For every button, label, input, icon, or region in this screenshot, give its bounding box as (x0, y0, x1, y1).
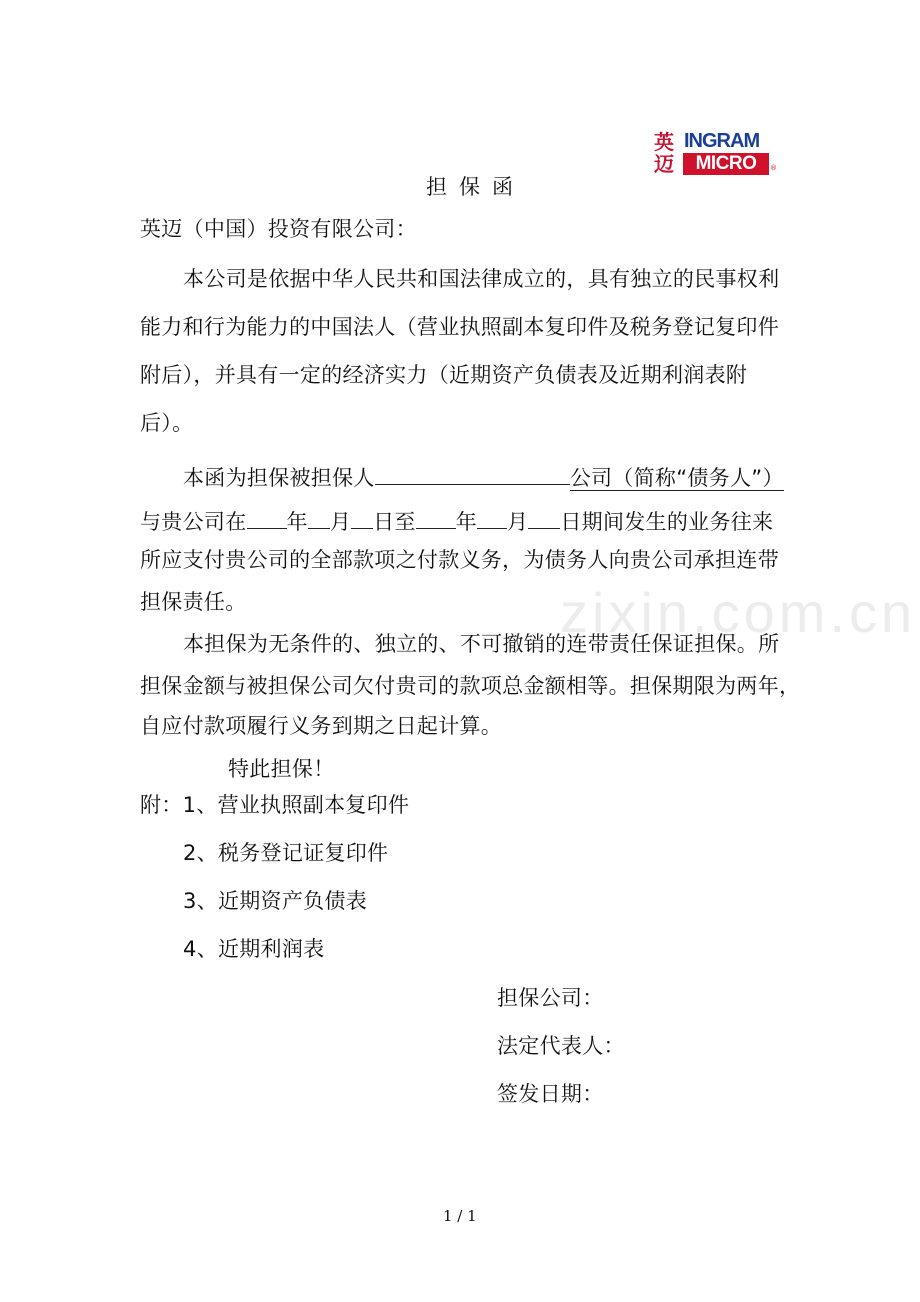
attachments-line1 (140, 793, 409, 817)
closing-statement: 特此担保！ (228, 757, 335, 781)
signature-company-label: 担保公司： (497, 986, 604, 1010)
day-to-label: 日至 (373, 510, 416, 534)
end-day-blank (528, 508, 560, 529)
paragraph2-line1 (183, 464, 784, 490)
ingram-micro-logo (654, 131, 776, 177)
start-year-blank (247, 508, 287, 529)
paragraph3-line2: 担保金额与被担保公司欠付贵司的款项总金额相等。担保期限为两年， (140, 674, 801, 698)
paragraph2-line2 (140, 508, 773, 534)
debtor-abbrev-text: 公司（简称“债务人”） (569, 466, 784, 490)
watermark: zixin.com.cn (560, 581, 917, 644)
period-suffix-text: 日期间发生的业务往来 (560, 510, 774, 534)
guarantee-intro-text: 本函为担保被担保人 (183, 466, 375, 490)
guaranteed-party-blank (375, 464, 570, 485)
paragraph1-line4: 后）。 (140, 411, 194, 435)
paragraph3-line3: 自应付款项履行义务到期之日起计算。 (140, 714, 503, 738)
signature-date-label: 签发日期： (497, 1082, 604, 1106)
addressee: 英迈（中国）投资有限公司： (140, 217, 417, 241)
end-month-blank (477, 508, 507, 529)
signature-legal-rep-label: 法定代表人： (497, 1034, 625, 1058)
paragraph3-line1: 本担保为无条件的、独立的、不可撤销的连带责任保证担保。所 (183, 632, 780, 656)
document-title: 担保函 (426, 175, 525, 199)
logo-cn-text (654, 131, 682, 177)
attachment-item: 4、近期利润表 (183, 937, 325, 961)
end-year-blank (416, 508, 456, 529)
logo-registered-mark: ® (770, 164, 777, 172)
page-number: 1 / 1 (443, 1207, 477, 1225)
paragraph1-line1: 本公司是依据中华人民共和国法律成立的，具有独立的民事权利 (183, 267, 780, 291)
start-day-blank (351, 508, 373, 529)
logo-cn-bottom: 迈 (654, 152, 674, 176)
paragraph2-line4: 担保责任。 (140, 590, 247, 614)
logo-cn-top: 英 (654, 130, 674, 154)
attachment-item: 3、近期资产负债表 (183, 889, 368, 913)
attachments-label: 附： (140, 793, 183, 817)
attachment-item: 1、营业执照副本复印件 (182, 793, 410, 817)
paragraph1-line3: 附后），并具有一定的经济实力（近期资产负债表及近期利润表附 (140, 363, 748, 387)
year-label: 年 (286, 510, 308, 534)
logo-micro-text: MICRO (683, 153, 769, 175)
month-label: 月 (329, 510, 352, 534)
attachment-item: 2、税务登记证复印件 (183, 841, 389, 865)
paragraph1-line2: 能力和行为能力的中国法人（营业执照副本复印件及税务登记复印件 (140, 315, 779, 339)
start-month-blank (308, 508, 330, 529)
year-label: 年 (455, 510, 478, 534)
period-prefix-text: 与贵公司在 (140, 510, 247, 534)
logo-ingram-text: INGRAM (684, 130, 760, 152)
paragraph2-line3: 所应支付贵公司的全部款项之付款义务，为债务人向贵公司承担连带 (140, 548, 779, 572)
month-label: 月 (507, 510, 529, 534)
